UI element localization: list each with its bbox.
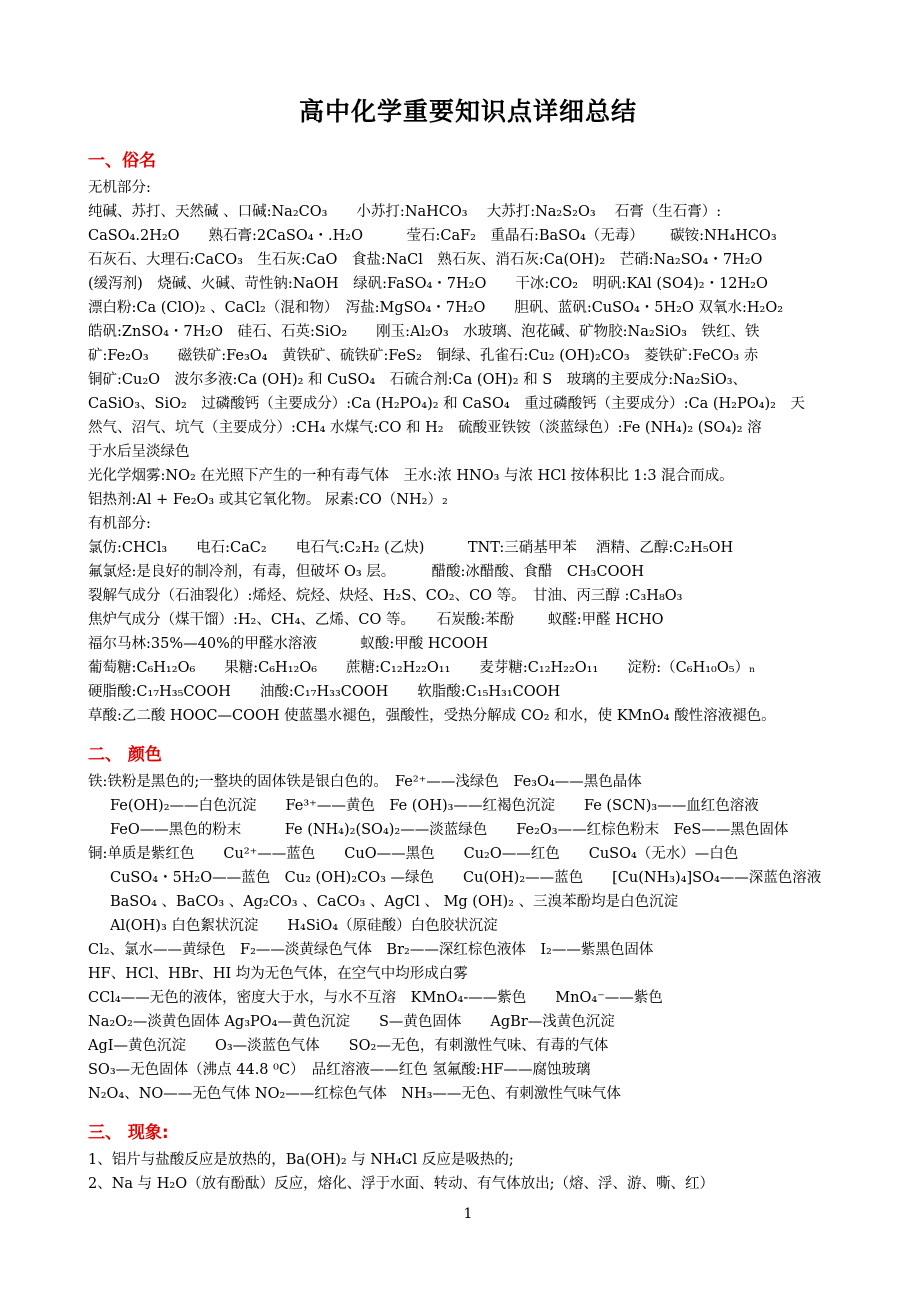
text-line: 矿:Fe₂O₃ 磁铁矿:Fe₃O₄ 黄铁矿、硫铁矿:FeS₂ 铜绿、孔雀石:Cu₂ (OH)₂CO₃ 菱铁矿:FeCO₃ 赤 [88,348,759,364]
text-line: 漂白粉:Ca (ClO)₂ 、CaCl₂（混和物） 泻盐:MgSO₄・7H₂O 胆矾、蓝矾:CuSO₄・5H₂O 双氧水:H₂O₂ [88,300,784,316]
text-line: HF、HCl、HBr、HI 均为无色气体，在空气中均形成白雾 [88,966,468,982]
text-line: 有机部分: [88,516,151,532]
text-line: 铁:铁粉是黑色的;一整块的固体铁是银白色的。 Fe²⁺——浅绿色 Fe₃O₄——黑色晶体 [88,774,642,790]
text-line: Na₂O₂—淡黄色固体 Ag₃PO₄—黄色沉淀 S—黄色固体 AgBr—浅黄色沉淀 [88,1014,615,1030]
text-line: 氟氯烃:是良好的制冷剂，有毒，但破坏 O₃ 层。 醋酸:冰醋酸、食醋 CH₃COOH [88,564,645,580]
text-line: CCl₄——无色的液体，密度大于水，与水不互溶 KMnO₄-——紫色 MnO₄⁻——紫色 [88,990,663,1006]
text-line: 无机部分: [88,180,151,196]
text-line: 铜矿:Cu₂O 波尔多液:Ca (OH)₂ 和 CuSO₄ 石硫合剂:Ca (OH)₂ 和 S 玻璃的主要成分:Na₂SiO₃、 [88,372,748,388]
text-line: 光化学烟雾:NO₂ 在光照下产生的一种有毒气体 王水:浓 HNO₃ 与浓 HCl 按体积比 1:3 混合而成。 [88,468,734,484]
text-line: 1、铝片与盐酸反应是放热的，Ba(OH)₂ 与 NH₄Cl 反应是吸热的; [88,1152,514,1168]
section-heading-names: 一、俗名 [88,151,156,171]
text-line: BaSO₄ 、BaCO₃ 、Ag₂CO₃ 、CaCO₃ 、AgCl 、 Mg (OH)₂ 、三溴苯酚均是白色沉淀 [110,894,679,910]
text-line: 于水后呈淡绿色 [88,444,190,460]
text-line: 福尔马林:35%—40%的甲醛水溶液 蚁酸:甲酸 HCOOH [88,636,488,652]
text-line: 草酸:乙二酸 HOOC—COOH 使蓝墨水褪色，强酸性，受热分解成 CO₂ 和水，使 KMnO₄ 酸性溶液褪色。 [88,708,776,724]
text-line: 葡萄糖:C₆H₁₂O₆ 果糖:C₆H₁₂O₆ 蔗糖:C₁₂H₂₂O₁₁ 麦芽糖:C₁₂H₂₂O₁₁ 淀粉:（C₆H₁₀O₅）ₙ [88,660,756,676]
text-line: N₂O₄、NO——无色气体 NO₂——红棕色气体 NH₃——无色、有刺激性气味气体 [88,1086,621,1102]
page-number: 1 [463,1206,473,1222]
text-line: 铝热剂:Al + Fe₂O₃ 或其它氧化物。 尿素:CO（NH₂）₂ [88,492,448,508]
text-line: 然气、沼气、坑气（主要成分）:CH₄ 水煤气:CO 和 H₂ 硫酸亚铁铵（淡蓝绿色）:Fe (NH₄)₂ (SO₄)₂ 溶 [88,420,762,436]
text-line: CaSiO₃、SiO₂ 过磷酸钙（主要成分）:Ca (H₂PO₄)₂ 和 CaSO₄ 重过磷酸钙（主要成分）:Ca (H₂PO₄)₂ 天 [88,396,805,412]
text-line: 铜:单质是紫红色 Cu²⁺——蓝色 CuO——黑色 Cu₂O——红色 CuSO₄（无水）—白色 [88,846,739,862]
text-line: 氯仿:CHCl₃ 电石:CaC₂ 电石气:C₂H₂ (乙炔) TNT:三硝基甲苯 酒精、乙醇:C₂H₅OH [88,540,734,556]
text-line: 裂解气成分（石油裂化）:烯烃、烷烃、炔烃、H₂S、CO₂、CO 等。 甘油、丙三醇 :C₃H₈O₃ [88,588,683,604]
text-line: 硬脂酸:C₁₇H₃₅COOH 油酸:C₁₇H₃₃COOH 软脂酸:C₁₅H₃₁COOH [88,684,561,700]
text-line: 2、Na 与 H₂O（放有酚酞）反应，熔化、浮于水面、转动、有气体放出;（熔、浮、游、嘶、红） [88,1176,715,1192]
text-line: (缓泻剂) 烧碱、火碱、苛性钠:NaOH 绿矾:FaSO₄・7H₂O 干冰:CO₂ 明矾:KAl (SO4)₂・12H₂O [88,276,768,292]
text-line: 纯碱、苏打、天然碱 、口碱:Na₂CO₃ 小苏打:NaHCO₃ 大苏打:Na₂S₂O₃ 石膏（生石膏）: [88,204,722,220]
text-line: CaSO₄.2H₂O 熟石膏:2CaSO₄・.H₂O 莹石:CaF₂ 重晶石:BaSO₄（无毒） 碳铵:NH₄HCO₃ [88,228,777,244]
text-line: 焦炉气成分（煤干馏）:H₂、CH₄、乙烯、CO 等。 石炭酸:苯酚 蚁醛:甲醛 HCHO [88,612,664,628]
section-heading-phenomena: 三、 现象: [88,1123,169,1143]
text-line: 皓矾:ZnSO₄・7H₂O 硅石、石英:SiO₂ 刚玉:Al₂O₃ 水玻璃、泡花碱、矿物胶:Na₂SiO₃ 铁红、铁 [88,324,760,340]
page-title: 高中化学重要知识点详细总结 [298,97,637,126]
text-line: Cl₂、氯水——黄绿色 F₂——淡黄绿色气体 Br₂——深红棕色液体 I₂——紫黑色固体 [88,942,654,958]
text-line: CuSO₄・5H₂O——蓝色 Cu₂ (OH)₂CO₃ —绿色 Cu(OH)₂——蓝色 [Cu(NH₃)₄]SO₄——深蓝色溶液 [110,870,822,886]
text-line: Fe(OH)₂——白色沉淀 Fe³⁺——黄色 Fe (OH)₃——红褐色沉淀 Fe (SCN)₃——血红色溶液 [110,798,759,814]
text-line: SO₃—无色固体（沸点 44.8 ⁰C） 品红溶液——红色 氢氟酸:HF——腐蚀玻璃 [88,1062,591,1078]
section-heading-colors: 二、 颜色 [88,745,162,765]
text-line: Al(OH)₃ 白色絮状沉淀 H₄SiO₄（原硅酸）白色胶状沉淀 [110,918,498,934]
text-line: 石灰石、大理石:CaCO₃ 生石灰:CaO 食盐:NaCl 熟石灰、消石灰:Ca(OH)₂ 芒硝:Na₂SO₄・7H₂O [88,252,763,268]
text-line: AgI—黄色沉淀 O₃—淡蓝色气体 SO₂—无色，有刺激性气味、有毒的气体 [88,1038,609,1054]
text-line: FeO——黑色的粉末 Fe (NH₄)₂(SO₄)₂——淡蓝绿色 Fe₂O₃——红棕色粉末 FeS——黑色固体 [110,822,789,838]
